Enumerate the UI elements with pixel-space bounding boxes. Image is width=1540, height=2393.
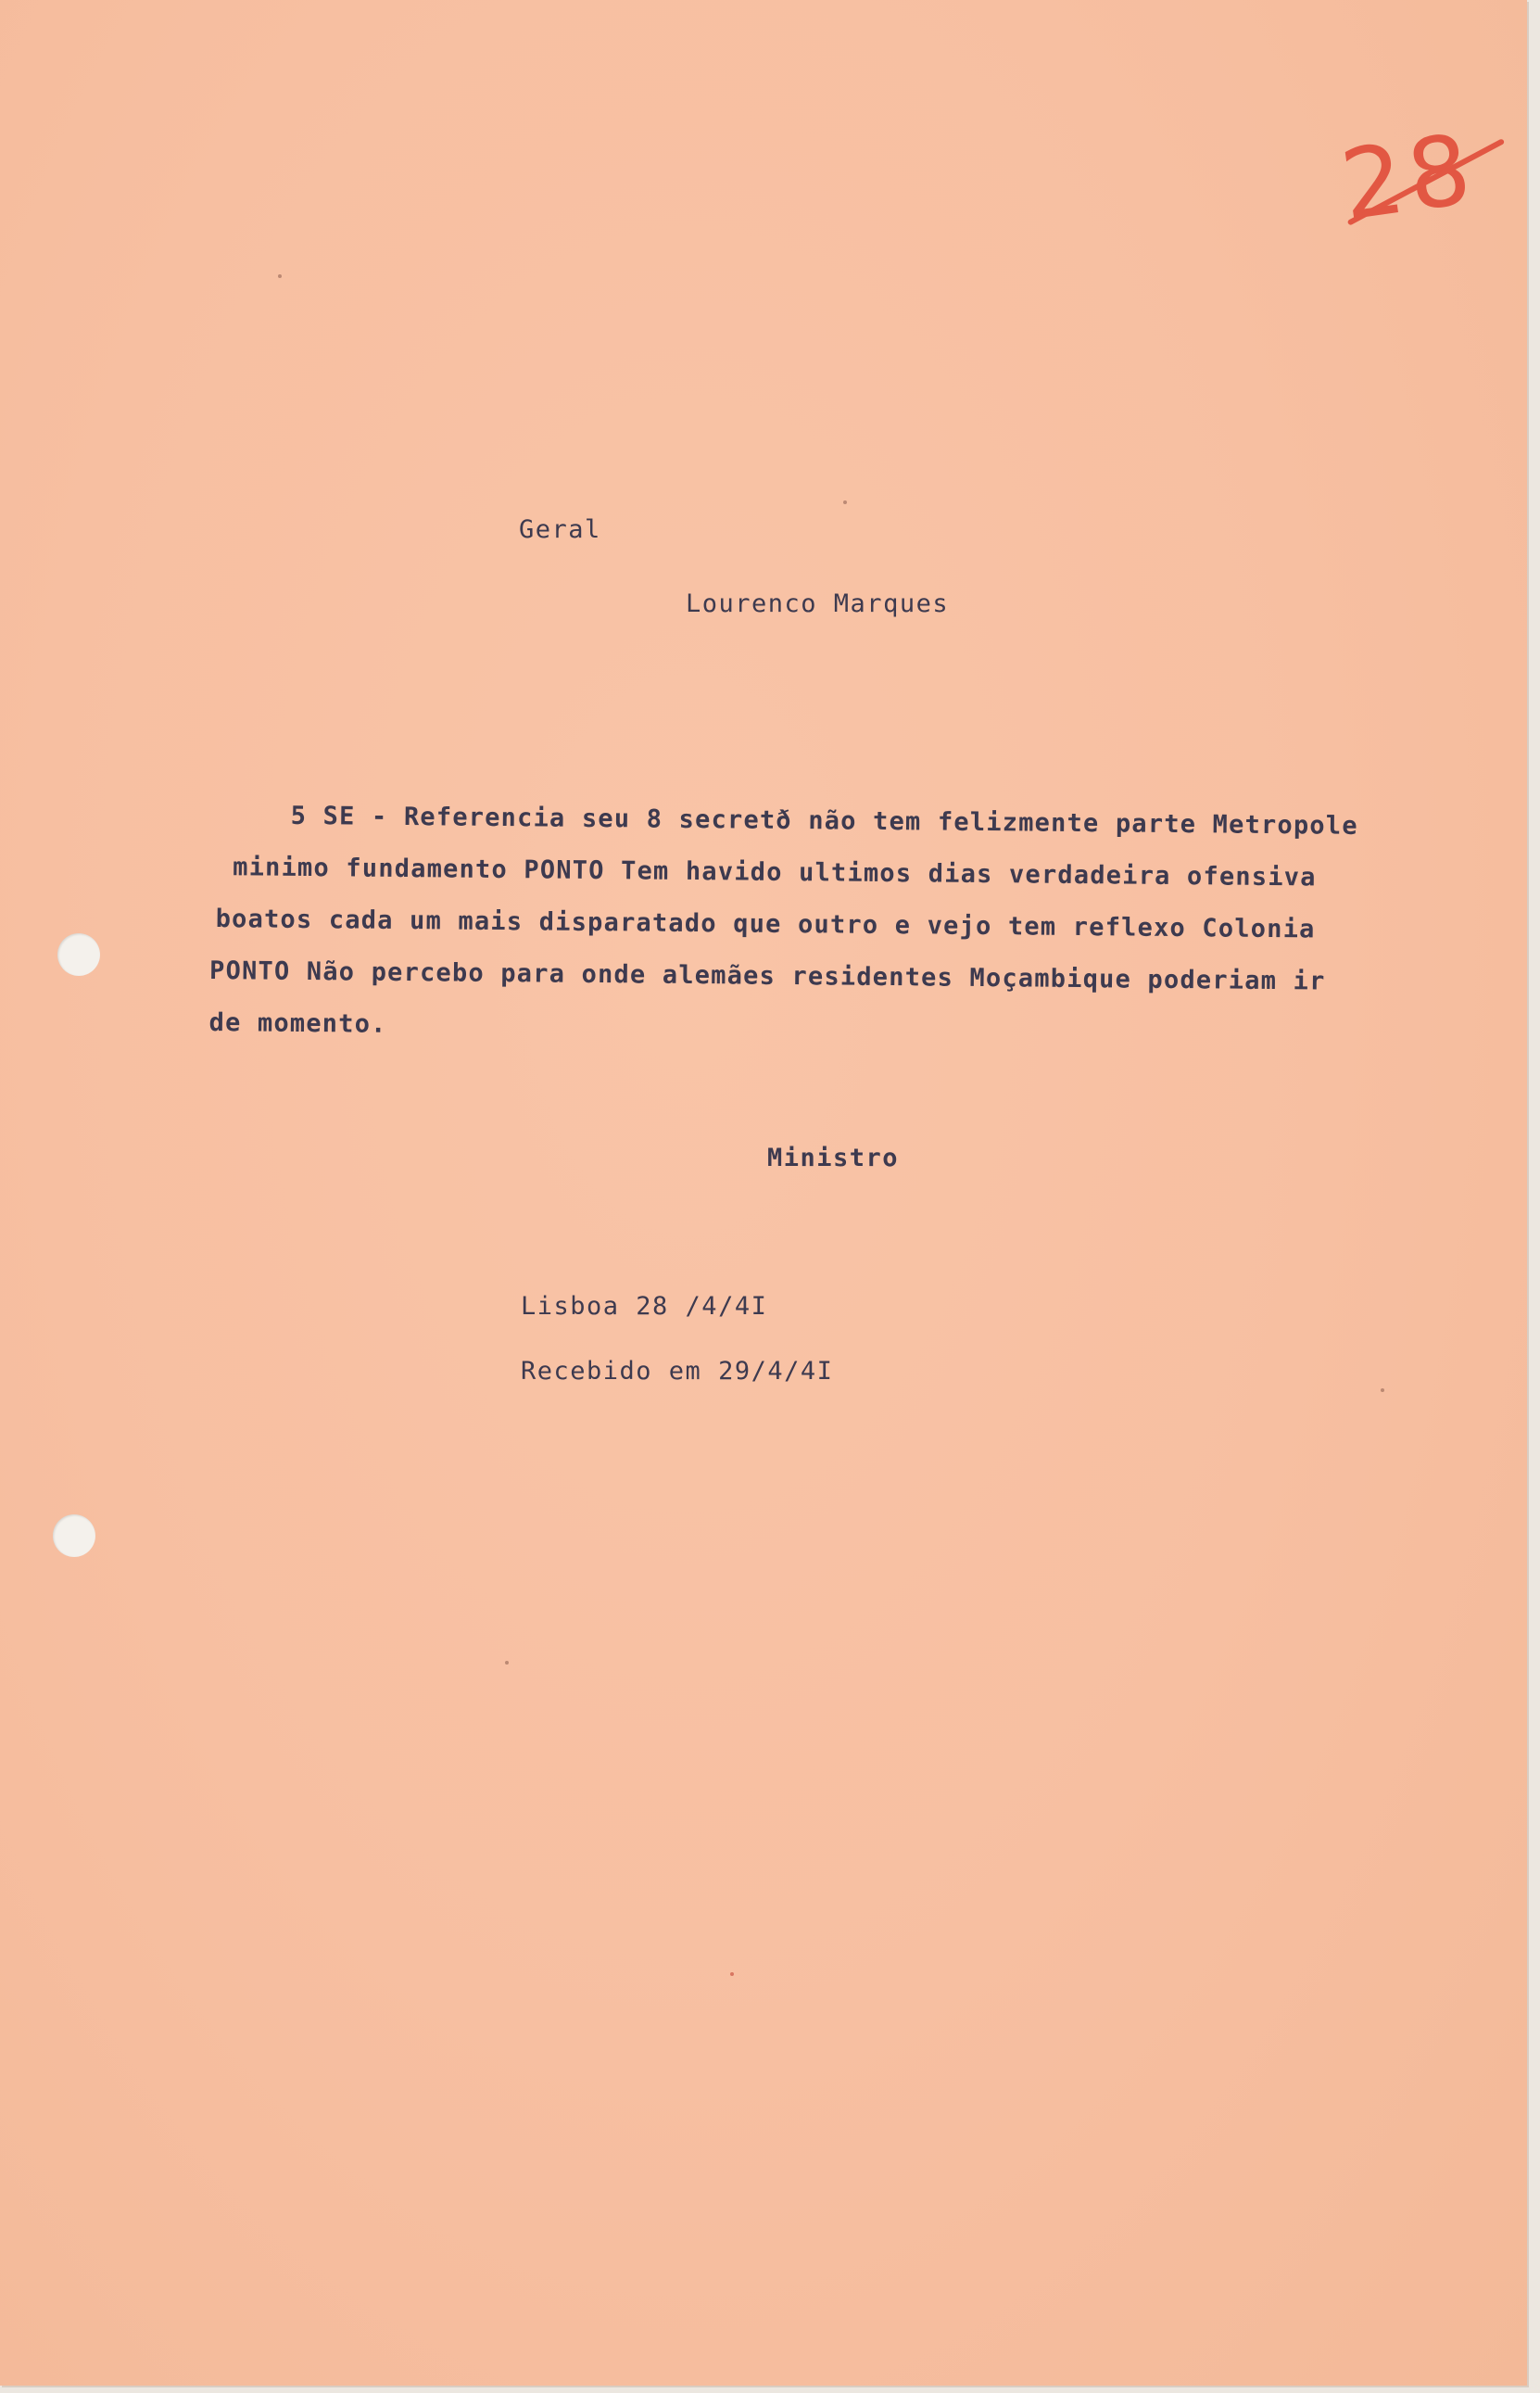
body-line: minimo fundamento PONTO Tem havido ultimos dias verdadeira ofensiva [233,853,1317,893]
body-line: PONTO Não percebo para onde alemães residentes Moçambique poderiam ir [208,956,1326,996]
place-date: Lisboa 28 /4/4I [521,1292,768,1321]
folio-number: 28 [1334,111,1483,243]
signature: Ministro [767,1144,900,1172]
message-body [208,790,1518,1062]
paper-speck [730,1972,734,1976]
paper-speck [278,274,282,278]
paper-speck [505,1661,509,1665]
destination: Lourenco Marques [686,589,950,618]
addressee: Geral [519,515,601,544]
punch-hole-top [57,933,100,976]
body-line: boatos cada um mais disparatado que outro e vejo tem reflexo Colonia [215,905,1316,944]
punch-hole-bottom [53,1514,95,1557]
body-line: de momento. [208,1007,387,1039]
paper-speck [843,500,847,504]
paper-speck [1381,1388,1384,1392]
received-date: Recebido em 29/4/4I [521,1357,834,1386]
body-line: 5 SE - Referencia seu 8 secretð não tem felizmente parte Metropole [290,801,1358,841]
